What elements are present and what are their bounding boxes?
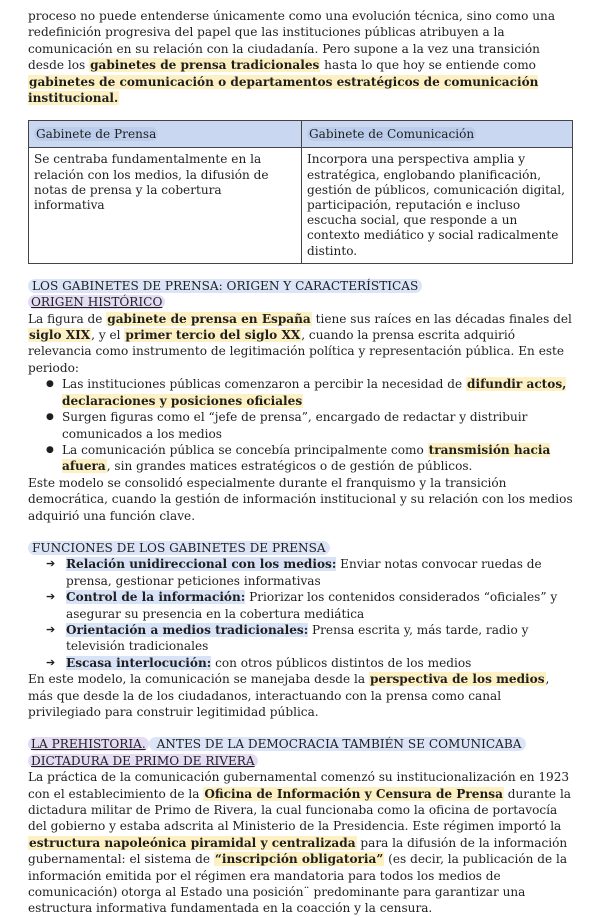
table-header-row — [29, 121, 573, 148]
highlight-traditional-press-offices: gabinetes de prensa tradicionales — [90, 58, 320, 73]
highlight-communication-offices: gabinetes de comunicación o departamentos estratégicos de comunicación institucional. — [28, 74, 539, 106]
subheading-primo-de-rivera: DICTADURA DE PRIMO DE RIVERA — [28, 753, 575, 769]
comparison-table — [28, 120, 573, 263]
origin-paragraph: La figura de gabinete de prensa en España tiene sus raíces en las décadas finales del siglo XIX, y el primer tercio del siglo XX, cuando la prensa escrita adquirió relevancia como instrumento de legitimación política y representación pública. En este periodo: — [28, 311, 572, 375]
list-item: ➔ Escasa interlocución: con otros públicos distintos de los medios — [66, 655, 575, 671]
origin-closing-paragraph: Este modelo se consolidó especialmente durante el franquismo y la transición democrática, cuando la gestión de información institucional y su relación con los medios adquirió una función clave. — [28, 475, 573, 523]
section-heading-origin: LOS GABINETES DE PRENSA: ORIGEN Y CARACTERÍSTICAS — [28, 278, 575, 294]
list-item: ➔ Orientación a medios tradicionales: Prensa escrita y, más tarde, radio y televisión tradicionales — [66, 622, 575, 655]
list-item: ➔ Control de la información: Priorizar los contenidos considerados “oficiales” y asegurar su presencia en la cobertura mediática — [66, 589, 575, 622]
list-item: ● Las instituciones públicas comenzaron a percibir la necesidad de difundir actos, declaraciones y posiciones oficiales — [62, 376, 575, 409]
table-cell-communication: Incorpora una perspectiva amplia y estratégica, englobando planificación, gestión de públicos, comunicación digital, participación, reputación e incluso escucha social, que responde a un contexto mediático y social radicalmente distinto. — [302, 148, 573, 263]
list-item: ● La comunicación pública se concebía principalmente como transmisión hacia afuera, sin grandes matices estratégicos o de gestión de públicos. — [62, 442, 575, 475]
list-item: ➔ Relación unidireccional con los medios: Enviar notas convocar ruedas de prensa, gestionar peticiones informativas — [66, 556, 575, 589]
functions-list — [28, 556, 575, 671]
functions-closing-paragraph: En este modelo, la comunicación se manejaba desde la perspectiva de los medios, más que desde la de los ciudadanos, interactuando con la prensa como canal privilegiado para construir legitimidad pública. — [28, 672, 550, 720]
table-row — [29, 148, 573, 263]
table-header-communication: Gabinete de Comunicación — [302, 121, 573, 148]
table-cell-press: Se centraba fundamentalmente en la relación con los medios, la difusión de notas de prensa y la cobertura informativa — [29, 148, 302, 263]
section-heading-prehistory: LA PREHISTORIA. ANTES DE LA DEMOCRACIA TAMBIÉN SE COMUNICABA — [28, 736, 575, 752]
document-page — [28, 8, 575, 917]
origin-bullet-list — [28, 376, 575, 474]
intro-paragraph: proceso no puede entenderse únicamente como una evolución técnica, sino como una redefinición progresiva del papel que las instituciones públicas atribuyen a la comunicación en su relación con la ciudadanía. Pero supone a la vez una transición desde los gabinetes de prensa tradicionales hasta lo que hoy se entiende como gabinetes de comunicación o departamentos estratégicos de comunicación institucional. — [28, 9, 556, 106]
table-header-press: Gabinete de Prensa — [29, 121, 302, 148]
prehistory-paragraph: La práctica de la comunicación gubernamental comenzó su institucionalización en 1923 con el establecimiento de la Oficina de Información y Censura de Prensa durante la dictadura militar de Primo de Rivera, la cual funcionaba como la oficina de portavocía del gobierno y estaba adscrita al Ministerio de la Presidencia. Este régimen importó la estructura napoleónica piramidal y centralizada para la difusión de la información gubernamental: el sistema de “inscripción obligatoria” (es decir, la publicación de la información emitida por el régimen era mandatoria para todos los medios de comunicación) otorga al Estado una posición¨ predominante para garantizar una estructura informativa fundamentada en la coacción y la censura. — [28, 770, 572, 916]
section-heading-functions: FUNCIONES DE LOS GABINETES DE PRENSA — [28, 540, 575, 556]
subheading-historical-origin: ORIGEN HISTÓRICO — [28, 294, 575, 310]
list-item: ● Surgen figuras como el “jefe de prensa”, encargado de redactar y distribuir comunicados a los medios — [62, 409, 575, 442]
